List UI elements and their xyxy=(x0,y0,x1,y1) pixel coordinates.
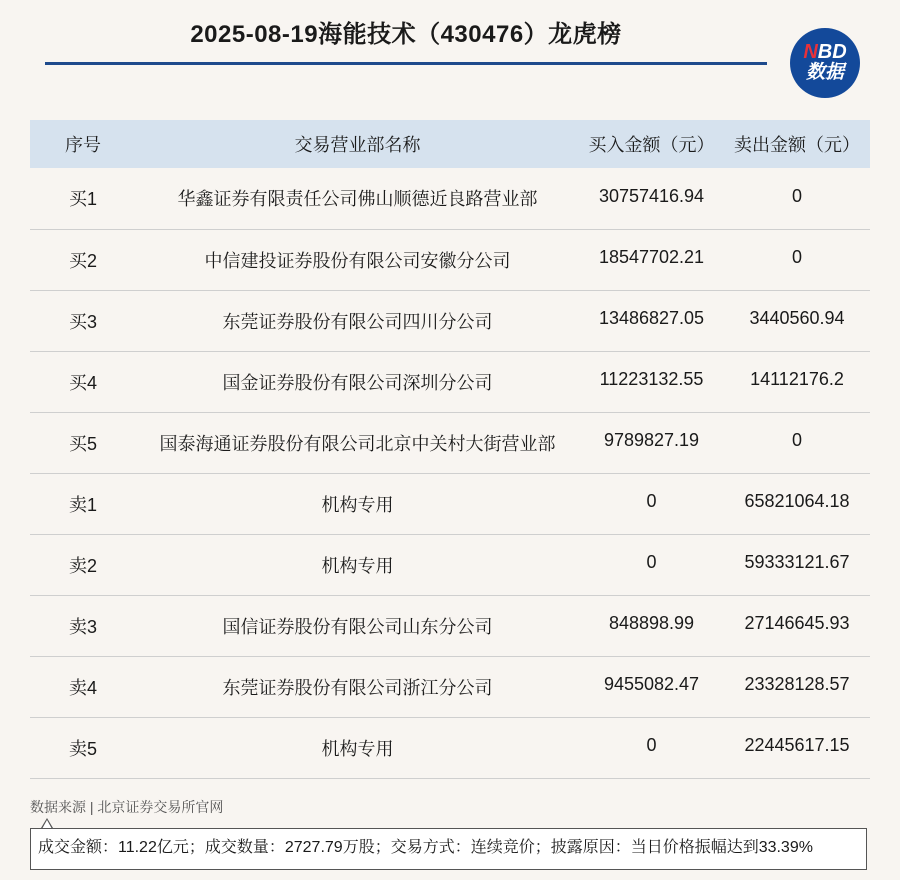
row-seq: 卖4 xyxy=(30,656,136,717)
logo-top-text xyxy=(803,42,846,62)
row-branch-name: 东莞证券股份有限公司四川分公司 xyxy=(136,290,579,351)
table-row xyxy=(30,168,870,229)
table-row xyxy=(30,412,870,473)
table-body xyxy=(30,168,870,778)
row-branch-name: 华鑫证券有限责任公司佛山顺德近良路营业部 xyxy=(136,168,579,229)
row-buy-amount: 13486827.05 xyxy=(579,290,724,351)
row-sell-amount: 65821064.18 xyxy=(724,473,870,534)
title-underline xyxy=(45,62,767,65)
table-row xyxy=(30,534,870,595)
row-buy-amount: 0 xyxy=(579,473,724,534)
row-branch-name: 东莞证券股份有限公司浙江分公司 xyxy=(136,656,579,717)
logo-accent-letter: N xyxy=(803,41,818,63)
data-source: 数据来源 | 北京证券交易所官网 xyxy=(30,799,224,815)
row-buy-amount: 9455082.47 xyxy=(579,656,724,717)
column-header-sell: 卖出金额（元） xyxy=(724,120,870,168)
row-buy-amount: 0 xyxy=(579,534,724,595)
row-buy-amount: 848898.99 xyxy=(579,595,724,656)
row-branch-name: 国信证券股份有限公司山东分公司 xyxy=(136,595,579,656)
table-row xyxy=(30,717,870,778)
row-branch-name: 中信建投证券股份有限公司安徽分公司 xyxy=(136,229,579,290)
row-buy-amount: 18547702.21 xyxy=(579,229,724,290)
nbd-data-logo xyxy=(790,28,860,98)
row-sell-amount: 14112176.2 xyxy=(724,351,870,412)
row-buy-amount: 9789827.19 xyxy=(579,412,724,473)
table-row xyxy=(30,351,870,412)
table-row xyxy=(30,229,870,290)
row-seq: 买4 xyxy=(30,351,136,412)
row-sell-amount: 0 xyxy=(724,412,870,473)
row-branch-name: 国金证券股份有限公司深圳分公司 xyxy=(136,351,579,412)
table-row xyxy=(30,473,870,534)
column-header-name: 交易营业部名称 xyxy=(136,120,579,168)
logo-top-rest: BD xyxy=(817,41,847,63)
row-branch-name: 国泰海通证券股份有限公司北京中关村大街营业部 xyxy=(136,412,579,473)
row-branch-name: 机构专用 xyxy=(136,534,579,595)
table-row xyxy=(30,595,870,656)
row-seq: 卖5 xyxy=(30,717,136,778)
row-sell-amount: 23328128.57 xyxy=(724,656,870,717)
row-seq: 买1 xyxy=(30,168,136,229)
column-header-seq: 序号 xyxy=(30,120,136,168)
row-seq: 买3 xyxy=(30,290,136,351)
logo-bottom-text: 数据 xyxy=(805,62,844,83)
dragon-tiger-table xyxy=(30,120,870,779)
row-sell-amount: 3440560.94 xyxy=(724,290,870,351)
table-header-row xyxy=(30,120,870,168)
column-header-buy: 买入金额（元） xyxy=(579,120,724,168)
row-branch-name: 机构专用 xyxy=(136,473,579,534)
trading-summary: 成交金额：11.22亿元；成交数量：2727.79万股；交易方式：连续竞价；披露原因：当日价格振幅达到33.39% xyxy=(30,828,867,870)
row-seq: 卖2 xyxy=(30,534,136,595)
row-buy-amount: 0 xyxy=(579,717,724,778)
row-seq: 买5 xyxy=(30,412,136,473)
table-row xyxy=(30,290,870,351)
page-title: 2025-08-19海能技术（430476）龙虎榜 xyxy=(190,21,622,48)
row-seq: 卖3 xyxy=(30,595,136,656)
row-sell-amount: 27146645.93 xyxy=(724,595,870,656)
row-sell-amount: 59333121.67 xyxy=(724,534,870,595)
row-sell-amount: 0 xyxy=(724,168,870,229)
row-sell-amount: 0 xyxy=(724,229,870,290)
row-buy-amount: 11223132.55 xyxy=(579,351,724,412)
row-branch-name: 机构专用 xyxy=(136,717,579,778)
table-row xyxy=(30,656,870,717)
row-seq: 买2 xyxy=(30,229,136,290)
row-buy-amount: 30757416.94 xyxy=(579,168,724,229)
row-sell-amount: 22445617.15 xyxy=(724,717,870,778)
row-seq: 卖1 xyxy=(30,473,136,534)
